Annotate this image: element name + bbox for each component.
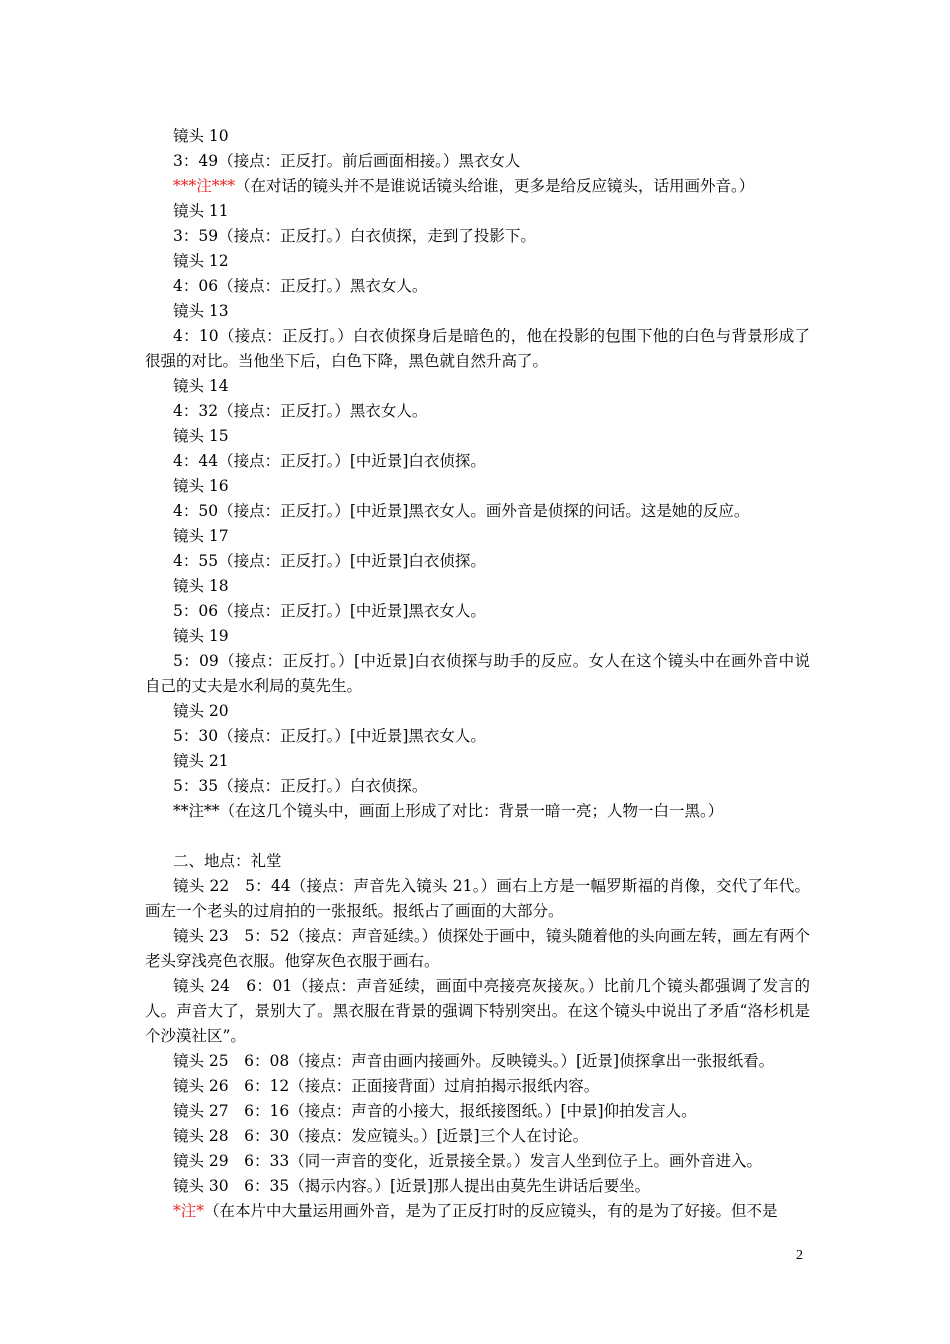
shot-heading: 镜头 21 [173,752,229,770]
shot-description: 镜头 25 6：08（接点：声音由画内接画外。反映镜头。）[近景]侦探拿出一张报纸看。 [173,1052,775,1070]
note-line [145,174,810,199]
shot-description: 5：06（接点：正反打。）[中近景]黑衣女人。 [173,602,486,620]
shot-description: 镜头 30 6：35（揭示内容。）[近景]那人提出由莫先生讲话后要坐。 [173,1177,651,1195]
shot-description: 镜头 26 6：12（接点：正面接背面）过肩拍揭示报纸内容。 [173,1077,600,1095]
note-line [145,1199,810,1224]
shot-heading: 镜头 12 [173,252,229,270]
shot-heading: 镜头 19 [173,627,229,645]
shot-description: 镜头 28 6：30（接点：发应镜头。）[近景]三个人在讨论。 [173,1127,589,1145]
shot-paragraph: 镜头 23 5：52（接点：声音延续。）侦探处于画中，镜头随着他的头向画左转，画左有两个老头穿浅亮色衣服。他穿灰色衣服于画右。 [145,927,810,970]
shot-description: 4：55（接点：正反打。）[中近景]白衣侦探。 [173,552,486,570]
shot-heading: 镜头 10 [173,127,229,145]
shot-paragraph: 4：10（接点：正反打。）白衣侦探身后是暗色的，他在投影的包围下他的白色与背景形成了很强的对比。当他坐下后，白色下降，黑色就自然升高了。 [145,327,810,370]
shot-description: 3：49（接点：正反打。前后画面相接。）黑衣女人 [173,152,521,170]
shot-description: 3：59（接点：正反打。）白衣侦探，走到了投影下。 [173,227,536,245]
document-body [145,124,810,1224]
shot-heading: 镜头 11 [173,202,229,220]
shot-heading: 镜头 20 [173,702,229,720]
section-heading: 二、地点：礼堂 [173,852,282,870]
shot-description: 4：44（接点：正反打。）[中近景]白衣侦探。 [173,452,486,470]
note-text: （在本片中大量运用画外音，是为了正反打时的反应镜头，有的是为了好接。但不是 [204,1202,778,1220]
shot-description: 5：35（接点：正反打。）白衣侦探。 [173,777,428,795]
shot-heading: 镜头 14 [173,377,229,395]
shot-heading: 镜头 13 [173,302,229,320]
note-line: **注**（在这几个镜头中，画面上形成了对比：背景一暗一亮；人物一白一黑。） [173,802,724,820]
note-marker: ***注*** [173,177,236,195]
shot-heading: 镜头 17 [173,527,229,545]
shot-description: 5：30（接点：正反打。）[中近景]黑衣女人。 [173,727,486,745]
shot-heading: 镜头 18 [173,577,229,595]
shot-description: 4：50（接点：正反打。）[中近景]黑衣女人。画外音是侦探的问话。这是她的反应。 [173,502,750,520]
page-number: 2 [796,1248,803,1263]
shot-paragraph: 镜头 24 6：01（接点：声音延续，画面中亮接亮灰接灰。）比前几个镜头都强调了发言的人。声音大了，景别大了。黑衣服在背景的强调下特别突出。在这个镜头中说出了矛盾“洛杉机是个沙漠社区”。 [145,977,810,1045]
note-text: （在对话的镜头并不是谁说话镜头给谁，更多是给反应镜头，话用画外音。） [235,177,755,195]
shot-heading: 镜头 15 [173,427,229,445]
shot-description: 镜头 29 6：33（同一声音的变化，近景接全景。）发言人坐到位子上。画外音进入。 [173,1152,762,1170]
shot-description: 4：32（接点：正反打。）黑衣女人。 [173,402,428,420]
shot-heading: 镜头 16 [173,477,229,495]
shot-description: 镜头 27 6：16（接点：声音的小接大，报纸接图纸。）[中景]仰拍发言人。 [173,1102,697,1120]
shot-description: 4：06（接点：正反打。）黑衣女人。 [173,277,428,295]
shot-paragraph: 镜头 22 5：44（接点：声音先入镜头 21。）画右上方是一幅罗斯福的肖像，交代了年代。画左一个老头的过肩拍的一张报纸。报纸占了画面的大部分。 [145,877,810,920]
section-spacer [145,824,810,849]
note-marker: *注* [173,1202,205,1220]
shot-paragraph: 5：09（接点：正反打。）[中近景]白衣侦探与助手的反应。女人在这个镜头中在画外音中说自己的丈夫是水利局的莫先生。 [145,652,810,695]
